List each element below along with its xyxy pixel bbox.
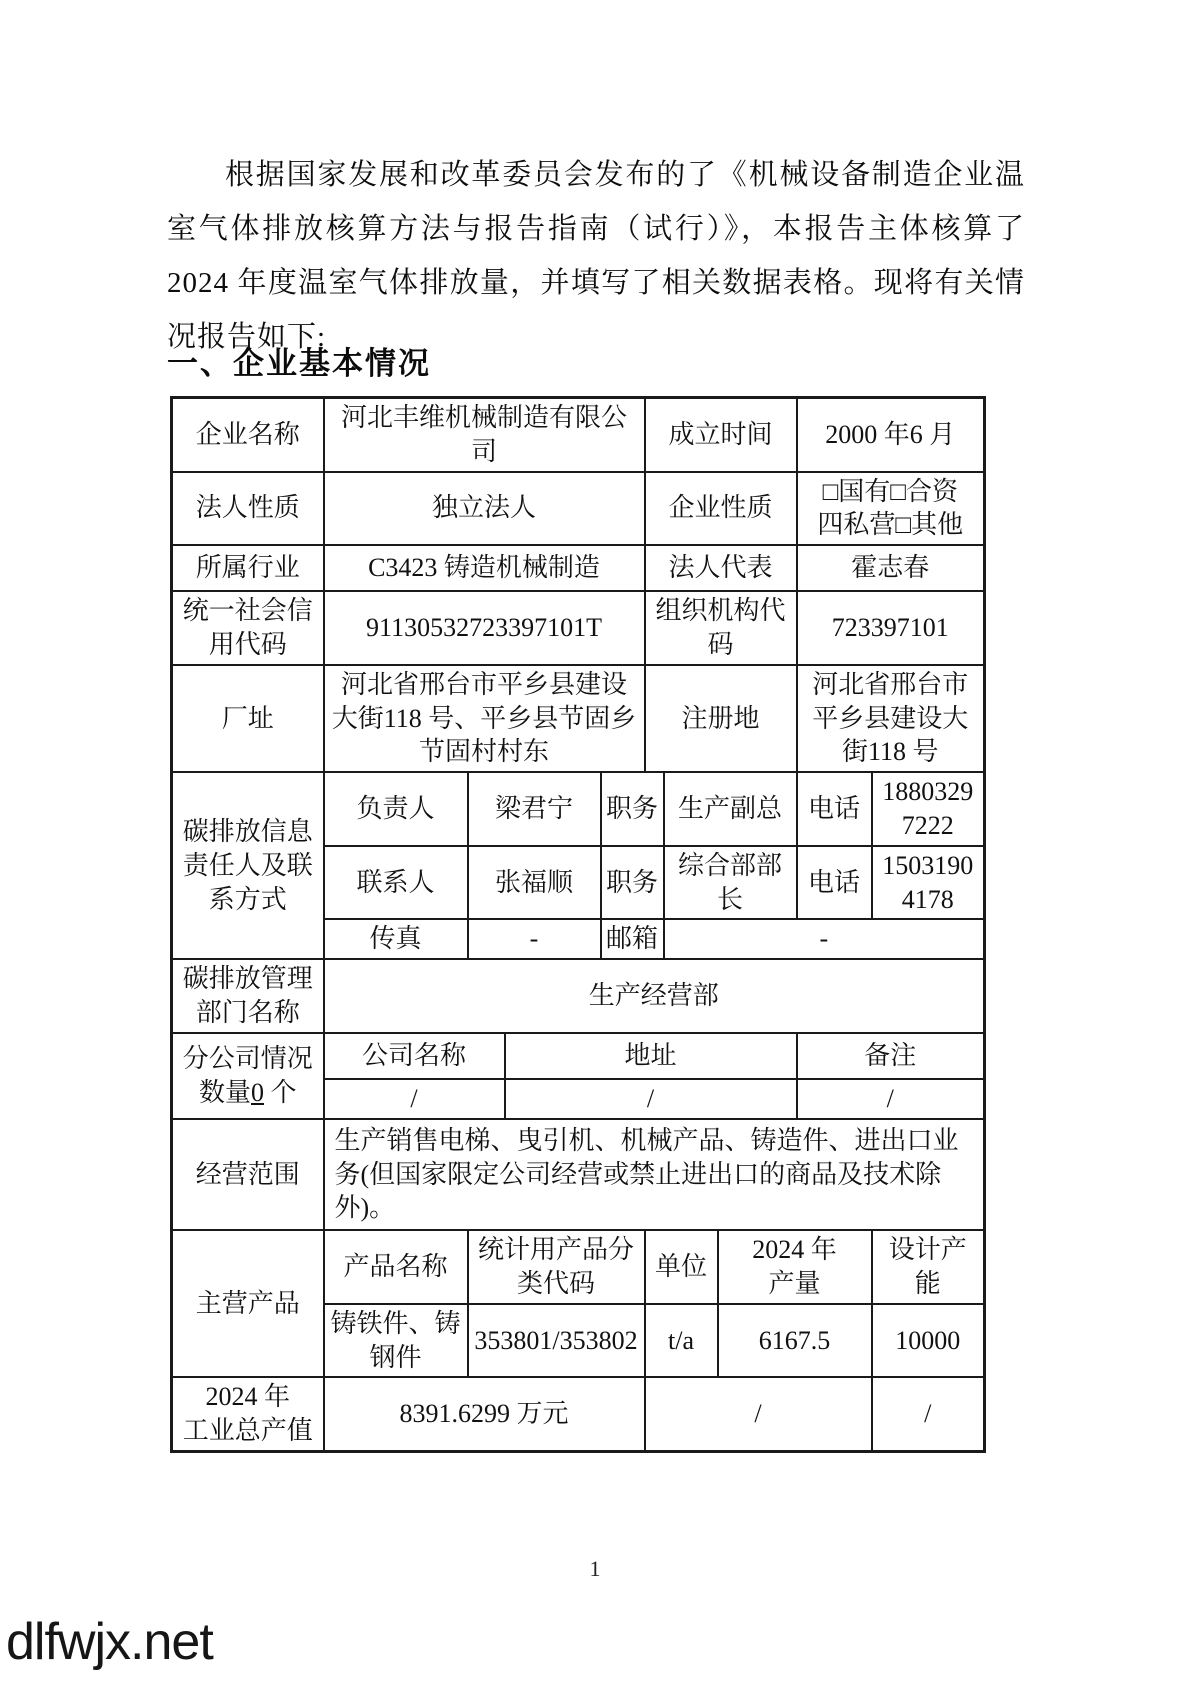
table-row (172, 959, 985, 1033)
table-row (172, 665, 985, 772)
principal-duty-label: 职务 (601, 772, 664, 846)
table-row (172, 1033, 985, 1079)
legal-person-nature-label: 法人性质 (172, 472, 324, 546)
watermark: dlfwjx.net (6, 1613, 213, 1671)
branch-addr-header: 地址 (505, 1033, 797, 1079)
contact-duty-label: 职务 (601, 846, 664, 920)
unit-value: t/a (645, 1304, 718, 1378)
industry-value: C3423 铸造机械制造 (324, 545, 645, 591)
contact-name: 张福顺 (468, 846, 601, 920)
enterprise-nature-label: 企业性质 (645, 472, 797, 546)
principal-label: 负责人 (324, 772, 468, 846)
branch-label-prefix: 分公司情况数量 (182, 1043, 313, 1107)
principal-name: 梁君宁 (468, 772, 601, 846)
table-row (172, 545, 985, 591)
product-code-header: 统计用产品分类代码 (468, 1230, 645, 1304)
product-name-value: 铸铁件、铸钢件 (324, 1304, 468, 1378)
contact-section-label: 碳排放信息责任人及联系方式 (172, 772, 324, 959)
legal-rep-value: 霍志春 (797, 545, 985, 591)
gross-label-line1: 2024 年 (205, 1382, 290, 1412)
email-value: - (664, 919, 985, 959)
gross-label (172, 1377, 324, 1451)
table-row (172, 772, 985, 846)
fax-label: 传真 (324, 919, 468, 959)
branch-count: 0 (251, 1077, 264, 1107)
branch-note-header: 备注 (797, 1033, 985, 1079)
enterprise-nature-line2: 四私营□其他 (817, 510, 964, 540)
principal-phone-value: 18803297222 (872, 772, 985, 846)
enterprise-nature-value (797, 472, 985, 546)
reg-addr-value: 河北省邢台市平乡县建设大街118 号 (797, 665, 985, 772)
scope-value: 生产销售电梯、曳引机、机械产品、铸造件、进出口业务(但国家限定公司经营或禁止进出口的商品及技术除外)。 (324, 1119, 985, 1230)
gross-value: 8391.6299 万元 (324, 1377, 645, 1451)
contact-phone-value: 15031904178 (872, 846, 985, 920)
branch-info-label (172, 1033, 324, 1119)
products-label: 主营产品 (172, 1230, 324, 1377)
company-info-table (170, 396, 986, 1453)
org-code-label: 组织机构代码 (645, 591, 797, 665)
branch-company-value: / (324, 1079, 505, 1119)
legal-person-nature-value: 独立法人 (324, 472, 645, 546)
contact-label: 联系人 (324, 846, 468, 920)
scope-label: 经营范围 (172, 1119, 324, 1230)
table-row (172, 1230, 985, 1304)
dept-value: 生产经营部 (324, 959, 985, 1033)
enterprise-nature-line1: □国有□合资 (822, 476, 958, 506)
output-value: 6167.5 (718, 1304, 872, 1378)
output-header (718, 1230, 872, 1304)
section-title: 一、企业基本情况 (167, 346, 431, 381)
dept-label: 碳排放管理部门名称 (172, 959, 324, 1033)
email-label: 邮箱 (601, 919, 664, 959)
table-row (172, 1377, 985, 1451)
table-row (172, 472, 985, 546)
gross-slash2: / (872, 1377, 985, 1451)
principal-phone-label: 电话 (797, 772, 872, 846)
credit-code-label: 统一社会信用代码 (172, 591, 324, 665)
output-header-line1: 2024 年 (752, 1235, 837, 1265)
founded-value: 2000 年6 月 (797, 398, 985, 472)
industry-label: 所属行业 (172, 545, 324, 591)
branch-addr-value: / (505, 1079, 797, 1119)
branch-label-suffix: 个 (264, 1077, 297, 1107)
page-number: 1 (589, 1556, 601, 1581)
reg-addr-label: 注册地 (645, 665, 797, 772)
legal-rep-label: 法人代表 (645, 545, 797, 591)
intro-paragraph: 根据国家发展和改革委员会发布的了《机械设备制造企业温室气体排放核算方法与报告指南（试行）》，本报告主体核算了2024 年度温室气体排放量，并填写了相关数据表格。现将有关情况报告如下: (167, 159, 1025, 353)
output-header-line2: 产量 (768, 1268, 821, 1298)
product-name-header: 产品名称 (324, 1230, 468, 1304)
product-code-value: 353801/353802 (468, 1304, 645, 1378)
table-row (172, 1119, 985, 1230)
fax-value: - (468, 919, 601, 959)
table-row (172, 591, 985, 665)
contact-phone-label: 电话 (797, 846, 872, 920)
credit-code-value: 91130532723397101T (324, 591, 645, 665)
unit-header: 单位 (645, 1230, 718, 1304)
founded-label: 成立时间 (645, 398, 797, 472)
capacity-header: 设计产能 (872, 1230, 985, 1304)
factory-addr-value: 河北省邢台市平乡县建设大街118 号、平乡县节固乡节固村村东 (324, 665, 645, 772)
factory-addr-label: 厂址 (172, 665, 324, 772)
company-name-label: 企业名称 (172, 398, 324, 472)
gross-label-line2: 工业总产值 (182, 1416, 313, 1446)
gross-slash1: / (645, 1377, 872, 1451)
table-row (172, 398, 985, 472)
org-code-value: 723397101 (797, 591, 985, 665)
contact-duty-value: 综合部部长 (664, 846, 797, 920)
company-name-value: 河北丰维机械制造有限公司 (324, 398, 645, 472)
branch-company-header: 公司名称 (324, 1033, 505, 1079)
capacity-value: 10000 (872, 1304, 985, 1378)
branch-note-value: / (797, 1079, 985, 1119)
principal-duty-value: 生产副总 (664, 772, 797, 846)
